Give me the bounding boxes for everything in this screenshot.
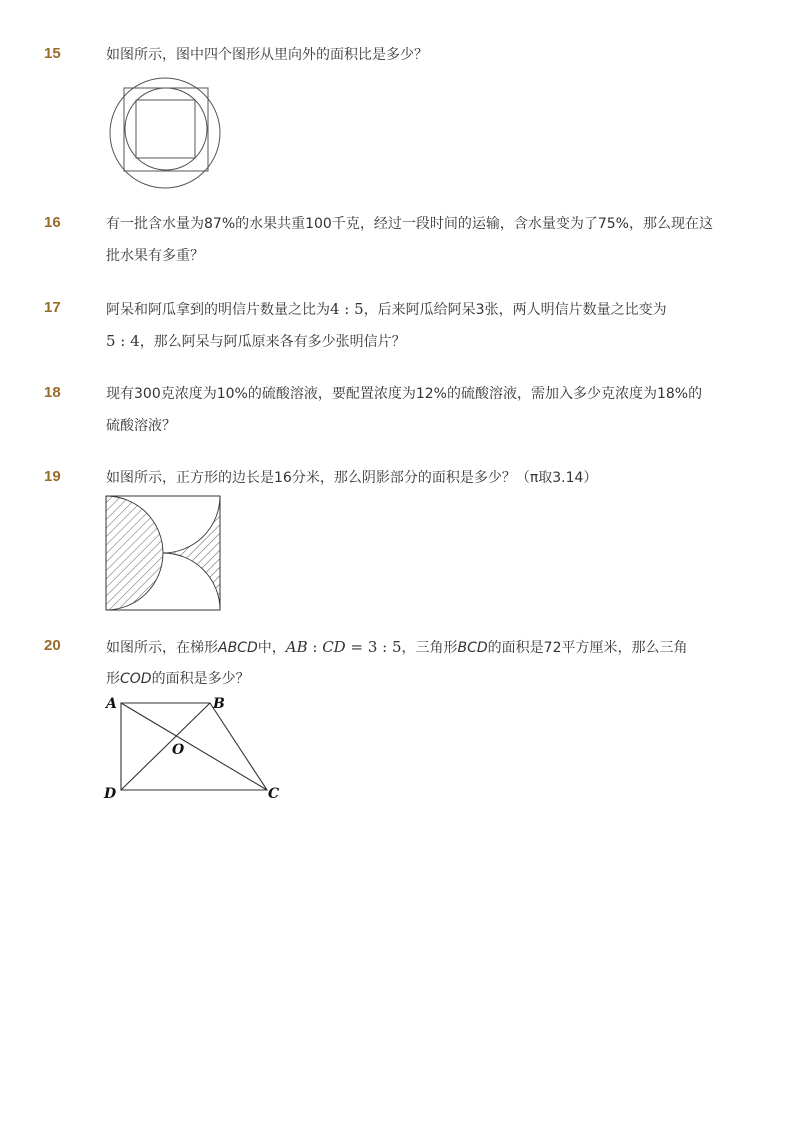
figure-20-label-o: O — [172, 742, 185, 758]
question-20-ratio-cd: CD — [322, 638, 346, 656]
question-17-text-a: 阿呆和阿瓜拿到的明信片数量之比为 — [106, 302, 330, 318]
figure-15-inner-square — [136, 100, 195, 158]
question-20-text-f: 的面积是多少？ — [151, 671, 250, 687]
question-17-text-line-2 — [106, 331, 406, 352]
question-20-ratio-colon: : — [307, 638, 323, 656]
question-17-text-c: ，那么阿呆与阿瓜原来各有多少张明信片？ — [139, 334, 406, 350]
question-20-text-c: ，三角形 — [401, 640, 458, 656]
question-20-text-e: 形 — [106, 671, 120, 687]
figure-19-left-shaded-semicircle — [106, 496, 163, 610]
question-20-text-d: 的面积是72平方厘米，那么三角 — [487, 640, 688, 656]
question-19-text: 如图所示，正方形的边长是16分米，那么阴影部分的面积是多少？（π取3.14） — [106, 470, 598, 486]
figure-20-trapezoid — [100, 692, 290, 804]
question-16-text-line-1: 有一批含水量为87%的水果共重100千克，经过一段时间的运输，含水量变为了75%，那么现在这 — [106, 216, 713, 232]
question-20-triangle-bcd: BCD — [457, 640, 488, 656]
question-15-text: 如图所示，图中四个图形从里向外的面积比是多少？ — [106, 47, 428, 63]
question-number-16: 16 — [44, 214, 61, 231]
question-16-text-line-2: 批水果有多重？ — [106, 248, 204, 264]
question-17-ratio-1: 4 : 5 — [330, 300, 364, 318]
question-20-trapezoid-name: ABCD — [218, 640, 258, 656]
question-20-triangle-cod: COD — [120, 671, 152, 687]
question-18-text-line-2: 硫酸溶液？ — [106, 418, 176, 434]
question-20-ratio-value: = 3 : 5 — [345, 638, 402, 656]
figure-20-label-b: B — [213, 696, 225, 712]
figure-19-right-shaded-region — [163, 496, 220, 610]
question-number-17: 17 — [44, 299, 61, 316]
figure-20-label-c: C — [268, 786, 280, 802]
question-20-text-b: 中， — [257, 640, 286, 656]
figure-20-diagonal-ac — [121, 703, 267, 790]
question-20-text-line-1 — [106, 637, 688, 658]
question-20-ratio-ab: AB — [285, 638, 308, 656]
question-18-text-line-1: 现有300克浓度为10%的硫酸溶液，要配置浓度为12%的硫酸溶液，需加入多少克浓度为18%的 — [106, 386, 703, 402]
question-20-ratio — [286, 638, 402, 656]
figure-20-diagonal-bd — [121, 703, 210, 790]
question-20-text-a: 如图所示，在梯形 — [106, 640, 218, 656]
question-20-text-line-2 — [106, 669, 250, 689]
figure-20-label-a: A — [106, 696, 117, 712]
figure-20-label-d: D — [104, 786, 117, 802]
question-17-ratio-2: 5 : 4 — [106, 332, 140, 350]
question-number-19: 19 — [44, 468, 61, 485]
question-number-20: 20 — [44, 637, 61, 654]
question-number-18: 18 — [44, 384, 61, 401]
question-number-15: 15 — [44, 45, 61, 62]
figure-19-shaded-square — [105, 495, 222, 612]
question-17-text-line-1 — [106, 299, 667, 320]
figure-15-nested-shapes — [104, 77, 226, 189]
question-17-text-b: ，后来阿瓜给阿呆3张，两人明信片数量之比变为 — [363, 302, 667, 318]
